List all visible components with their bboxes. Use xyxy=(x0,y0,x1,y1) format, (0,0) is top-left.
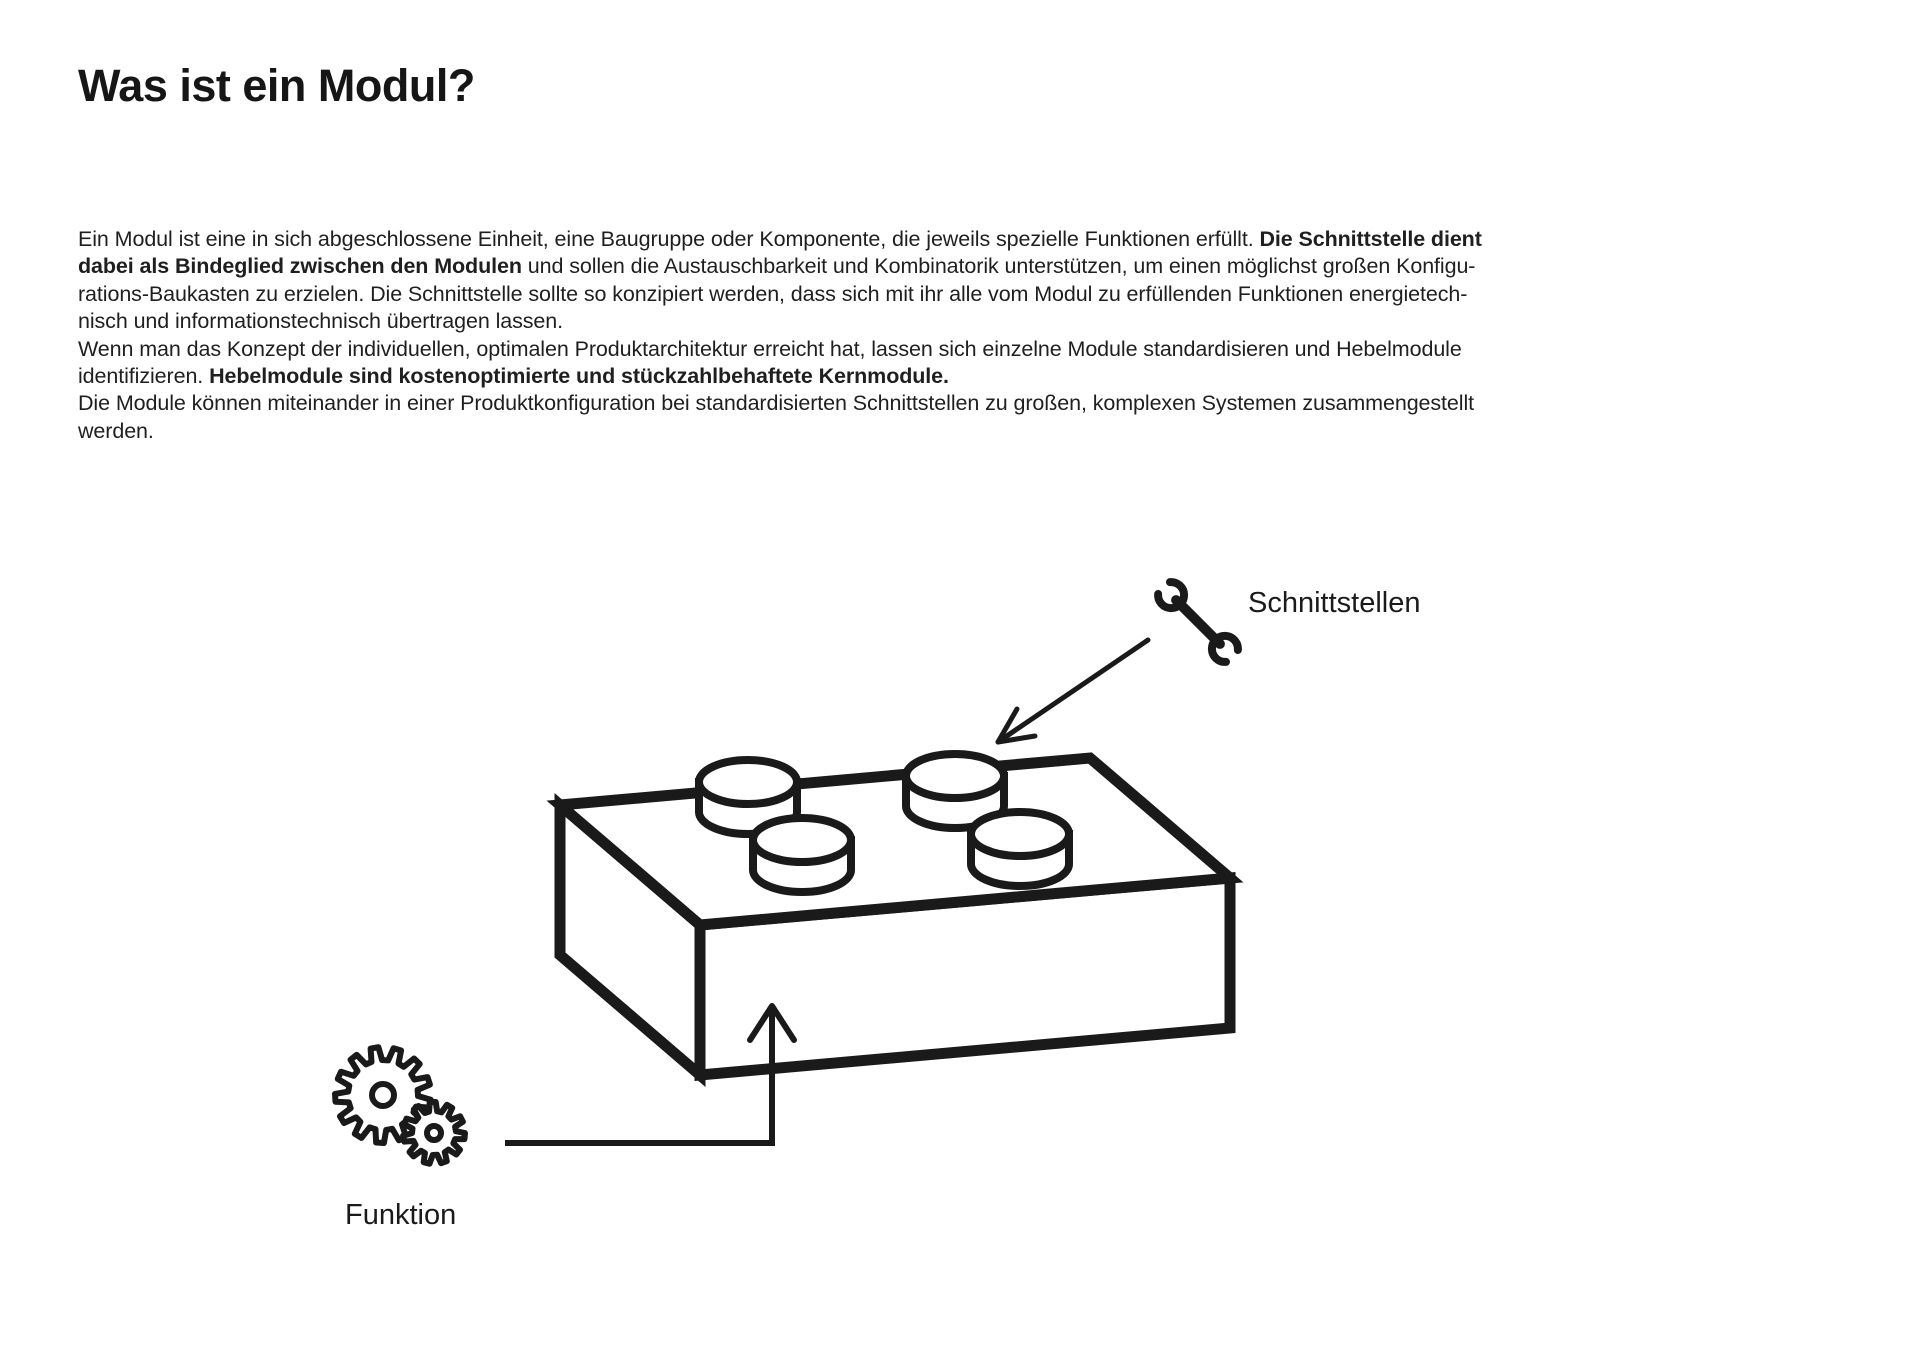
schnittstellen-label: Schnittstellen xyxy=(1248,587,1421,619)
paragraph-line: dabei als Bindeglied zwischen den Modulen und sollen die Austauschbarkeit und Kombinatorik unterstützen, um einen möglichst großen Konfigu- xyxy=(78,254,1476,279)
paragraph-line: identifizieren. Hebelmodule sind kostenoptimierte und stückzahlbehaftete Kernmodule. xyxy=(78,364,949,389)
funktion-label: Funktion xyxy=(345,1199,457,1231)
wrench-icon xyxy=(1155,579,1241,665)
page-title: Was ist ein Modul? xyxy=(78,60,475,111)
paragraph-line: Wenn man das Konzept der individuellen, optimalen Produktarchitektur erreicht hat, lassen sich einzelne Module standardisieren und Hebelmodule xyxy=(78,336,1462,361)
lego-brick-illustration xyxy=(560,754,1230,1075)
paragraph-line: nisch und informationstechnisch übertragen lassen. xyxy=(78,309,564,334)
paragraph-line: Ein Modul ist eine in sich abgeschlossene Einheit, eine Baugruppe oder Komponente, die jeweils spezielle Funktionen erfüllt. Die Schnittstelle dient xyxy=(78,227,1482,251)
gears-icon xyxy=(335,1047,465,1164)
paragraph-line: rations-Baukasten zu erzielen. Die Schnittstelle sollte so konzipiert werden, dass sich mit ihr alle vom Modul zu erfüllenden Funktionen energietech- xyxy=(78,281,1468,306)
gear-small xyxy=(403,1102,465,1164)
paragraph-line: Die Module können miteinander in einer Produktkonfiguration bei standardisierten Schnittstellen zu großen, komplexen Systemen zusammengestellt xyxy=(78,391,1475,416)
schnittstellen-arrow xyxy=(998,640,1148,742)
paragraph-line: werden. xyxy=(78,418,154,443)
